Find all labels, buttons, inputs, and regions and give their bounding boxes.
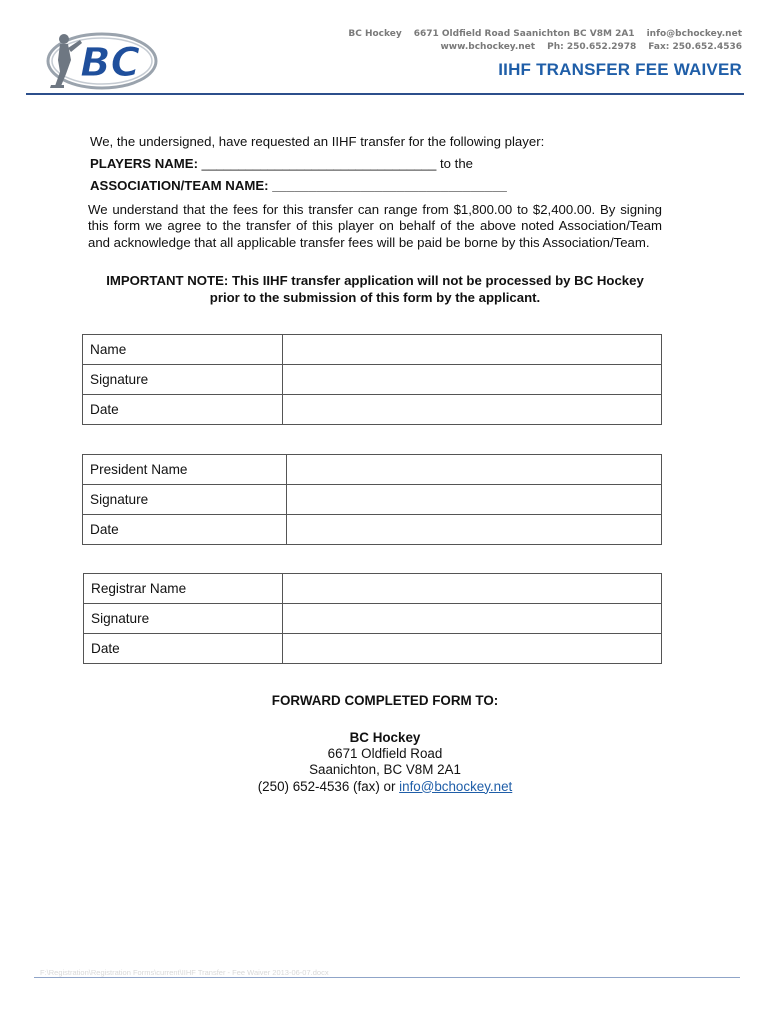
forward-contact-line (0, 779, 770, 795)
header-email[interactable]: info@bchockey.net (646, 29, 742, 39)
footer-file-path: F:\Registration\Registration Forms\current\IIHF Transfer - Fee Waiver 2013-06-07.docx (40, 968, 329, 977)
table-row (83, 515, 662, 545)
table-row (84, 634, 662, 664)
association-label: ASSOCIATION/TEAM NAME: (90, 178, 269, 193)
date-field[interactable] (283, 395, 662, 425)
association-blank[interactable]: ________________________________ (272, 178, 507, 193)
forward-street: 6671 Oldfield Road (327, 746, 443, 762)
logo-text: BC (80, 40, 140, 86)
footer-divider (34, 977, 740, 978)
intro-text: We, the undersigned, have requested an IIHF transfer for the following player: (90, 134, 545, 149)
forward-address (0, 730, 770, 795)
table-row (83, 455, 662, 485)
important-note-line-1: IMPORTANT NOTE: This IIHF transfer application will not be processed by BC Hockey (106, 273, 644, 288)
forward-email-link[interactable]: info@bchockey.net (399, 778, 513, 794)
name-field[interactable] (283, 335, 662, 365)
registrar-signature-field[interactable] (283, 604, 662, 634)
table-row (83, 395, 662, 425)
header-phone: Ph: 250.652.2978 (547, 42, 637, 52)
header-contact-line-1 (336, 28, 742, 41)
row-label: Name (83, 335, 283, 365)
president-signature-field[interactable] (287, 485, 662, 515)
header-org: BC Hockey (348, 29, 402, 39)
president-name-field[interactable] (287, 455, 662, 485)
header-address: 6671 Oldfield Road Saanichton BC V8M 2A1 (413, 29, 635, 39)
row-label: Date (83, 515, 287, 545)
header-contact (336, 28, 742, 54)
registrar-name-field[interactable] (283, 574, 662, 604)
row-label: Date (84, 634, 283, 664)
bc-hockey-logo (40, 30, 158, 90)
forward-city: Saanichton, BC V8M 2A1 (309, 762, 461, 778)
table-row (83, 335, 662, 365)
header-fax: Fax: 250.652.4536 (648, 42, 742, 52)
table-row (84, 604, 662, 634)
forward-fax: (250) 652-4536 (fax) or (257, 778, 396, 794)
header-divider (26, 93, 744, 95)
header-contact-line-2 (336, 41, 742, 54)
applicant-signature-table (82, 334, 662, 425)
row-label: Date (83, 395, 283, 425)
players-name-label: PLAYERS NAME: (90, 156, 198, 171)
forward-title: FORWARD COMPLETED FORM TO: (271, 693, 499, 708)
header-website[interactable]: www.bchockey.net (440, 42, 536, 52)
table-row (83, 365, 662, 395)
row-label: President Name (83, 455, 287, 485)
fee-paragraph: We understand that the fees for this transfer can range from $1,800.00 to $2,400.00. By signing this form we agree to the transfer of this player on behalf of the above noted Association/Team and acknowledge that all applicable transfer fees will be paid be borne by this Association/Team. (88, 202, 662, 250)
important-note (88, 272, 662, 306)
players-name-blank[interactable]: ________________________________ (201, 156, 437, 171)
row-label: Signature (84, 604, 283, 634)
president-date-field[interactable] (287, 515, 662, 545)
signature-field[interactable] (283, 365, 662, 395)
row-label: Registrar Name (84, 574, 283, 604)
row-label: Signature (83, 485, 287, 515)
players-name-suffix: to the (440, 156, 474, 171)
table-row (84, 574, 662, 604)
row-label: Signature (83, 365, 283, 395)
registrar-date-field[interactable] (283, 634, 662, 664)
president-signature-table (82, 454, 662, 545)
players-name-line (90, 156, 473, 171)
registrar-signature-table (83, 573, 662, 664)
table-row (83, 485, 662, 515)
forward-org: BC Hockey (349, 730, 421, 745)
document-title: IIHF TRANSFER FEE WAIVER (498, 60, 742, 79)
important-note-line-2: prior to the submission of this form by the applicant. (209, 290, 541, 305)
association-line (90, 178, 507, 193)
